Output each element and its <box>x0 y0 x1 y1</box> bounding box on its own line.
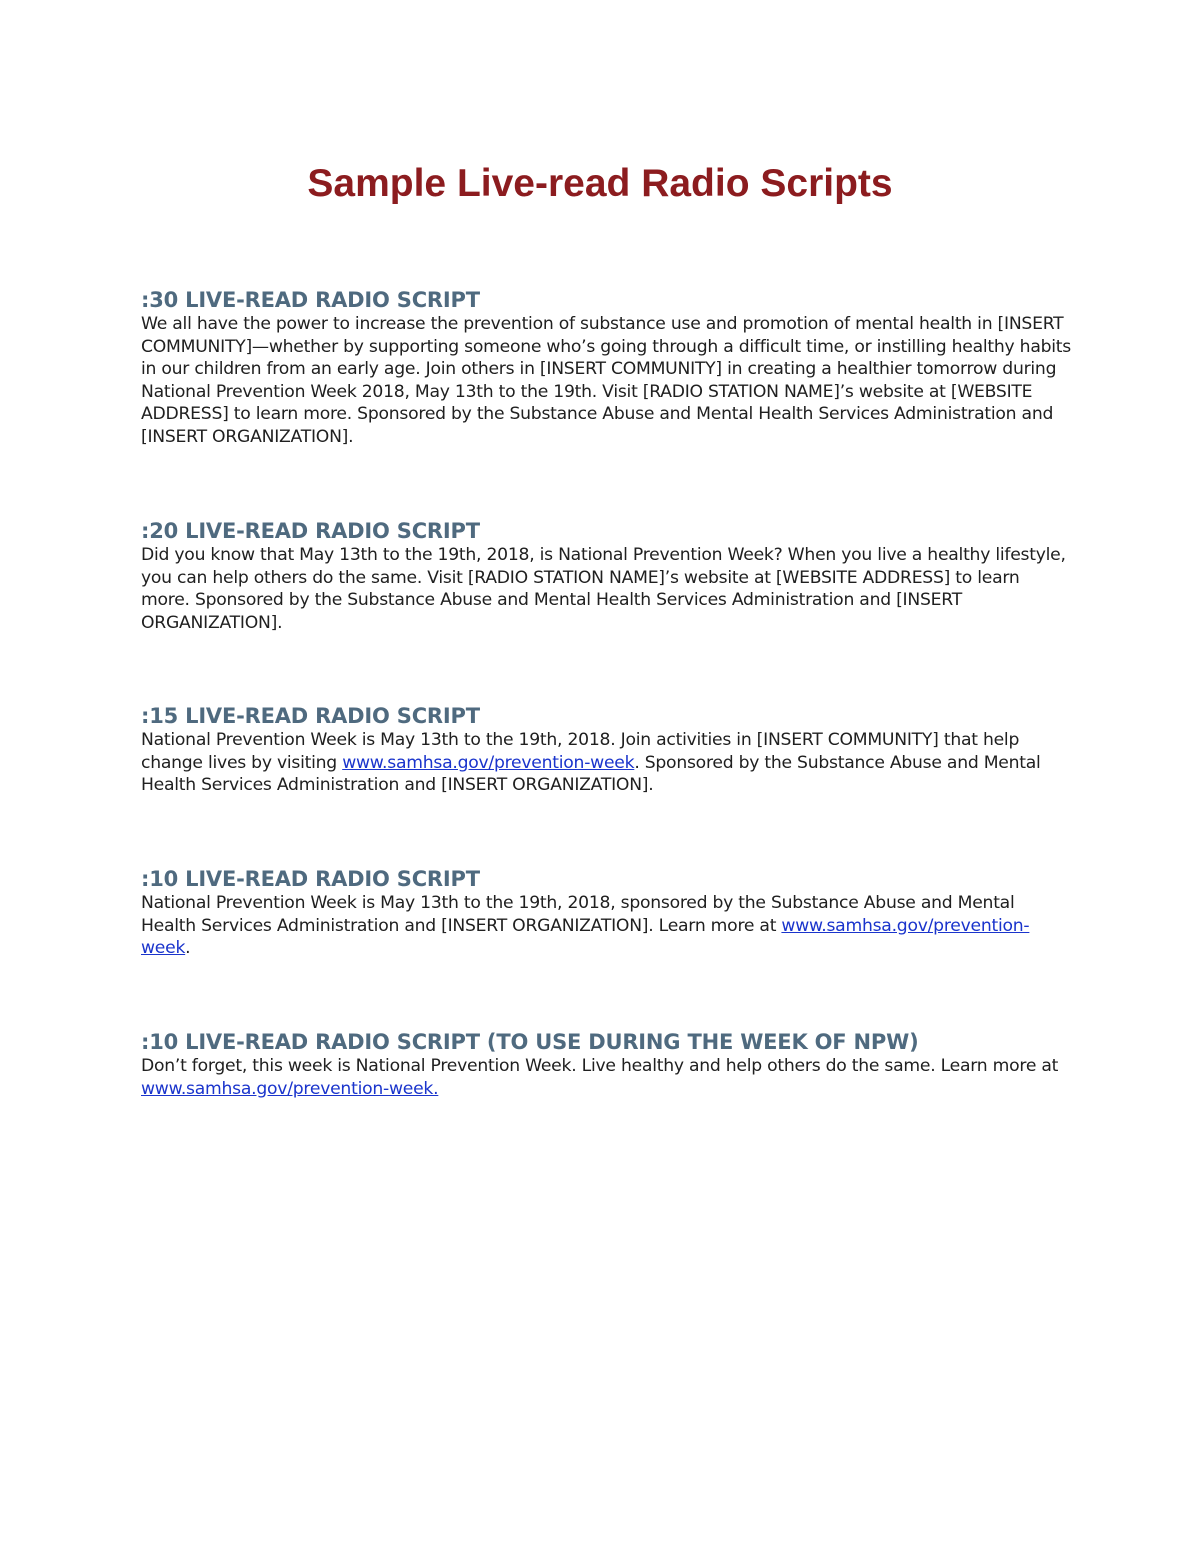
script-section-15 <box>141 703 1071 797</box>
body-text: Don’t forget, this week is National Prevention Week. Live healthy and help others do the same. Learn more at <box>141 1056 1059 1076</box>
document-title: Sample Live-read Radio Scripts <box>307 162 893 205</box>
prevention-week-link[interactable]: www.samhsa.gov/prevention-week <box>141 915 1030 959</box>
section-body <box>141 892 1071 960</box>
body-text: National Prevention Week is May 13th to the 19th, 2018, sponsored by the Substance Abuse and Mental Health Services Administration and [INSERT ORGANIZATION]. Learn more at <box>141 893 1015 936</box>
section-heading: :10 LIVE-READ RADIO SCRIPT <box>141 867 480 891</box>
script-section-20 <box>141 518 1071 634</box>
section-heading: :30 LIVE-READ RADIO SCRIPT <box>141 288 480 312</box>
section-body: We all have the power to increase the prevention of substance use and promotion of mental health in [INSERT COMMUNITY]—whether by supporting someone who’s going through a difficult time, or instilling healthy habits in our children from an early age. Join others in [INSERT COMMUNITY] in creating a healthier tomorrow during National Prevention Week 2018, May 13th to the 19th. Visit [RADIO STATION NAME]’s website at [WEBSITE ADDRESS] to learn more. Sponsored by the Substance Abuse and Mental Health Services Administration and [INSERT ORGANIZATION]. <box>141 314 1071 447</box>
section-body <box>141 1055 1071 1100</box>
body-text: . Sponsored by the Substance Abuse and Mental Health Services Administration and [INSERT ORGANIZATION]. <box>141 752 1041 796</box>
script-section-30 <box>141 287 1071 449</box>
body-text: National Prevention Week is May 13th to the 19th, 2018. Join activities in [INSERT COMMUNITY] that help change lives by visiting <box>141 730 1020 773</box>
section-heading: :10 LIVE-READ RADIO SCRIPT (TO USE DURING THE WEEK OF NPW) <box>141 1030 919 1054</box>
prevention-week-link[interactable]: www.samhsa.gov/prevention-week <box>342 752 635 773</box>
prevention-week-link[interactable]: www.samhsa.gov/prevention-week. <box>141 1078 439 1099</box>
script-section-10 <box>141 866 1071 960</box>
body-text: . <box>185 938 191 959</box>
section-heading: :20 LIVE-READ RADIO SCRIPT <box>141 519 480 543</box>
script-section-10-npw-week <box>141 1029 1071 1100</box>
section-body: Did you know that May 13th to the 19th, 2018, is National Prevention Week? When you live a healthy lifestyle, you can help others do the same. Visit [RADIO STATION NAME]’s website at [WEBSITE ADDRESS] to learn more. Sponsored by the Substance Abuse and Mental Health Services Administration and [INSERT ORGANIZATION]. <box>141 545 1066 633</box>
section-heading: :15 LIVE-READ RADIO SCRIPT <box>141 704 480 728</box>
section-body <box>141 729 1071 797</box>
